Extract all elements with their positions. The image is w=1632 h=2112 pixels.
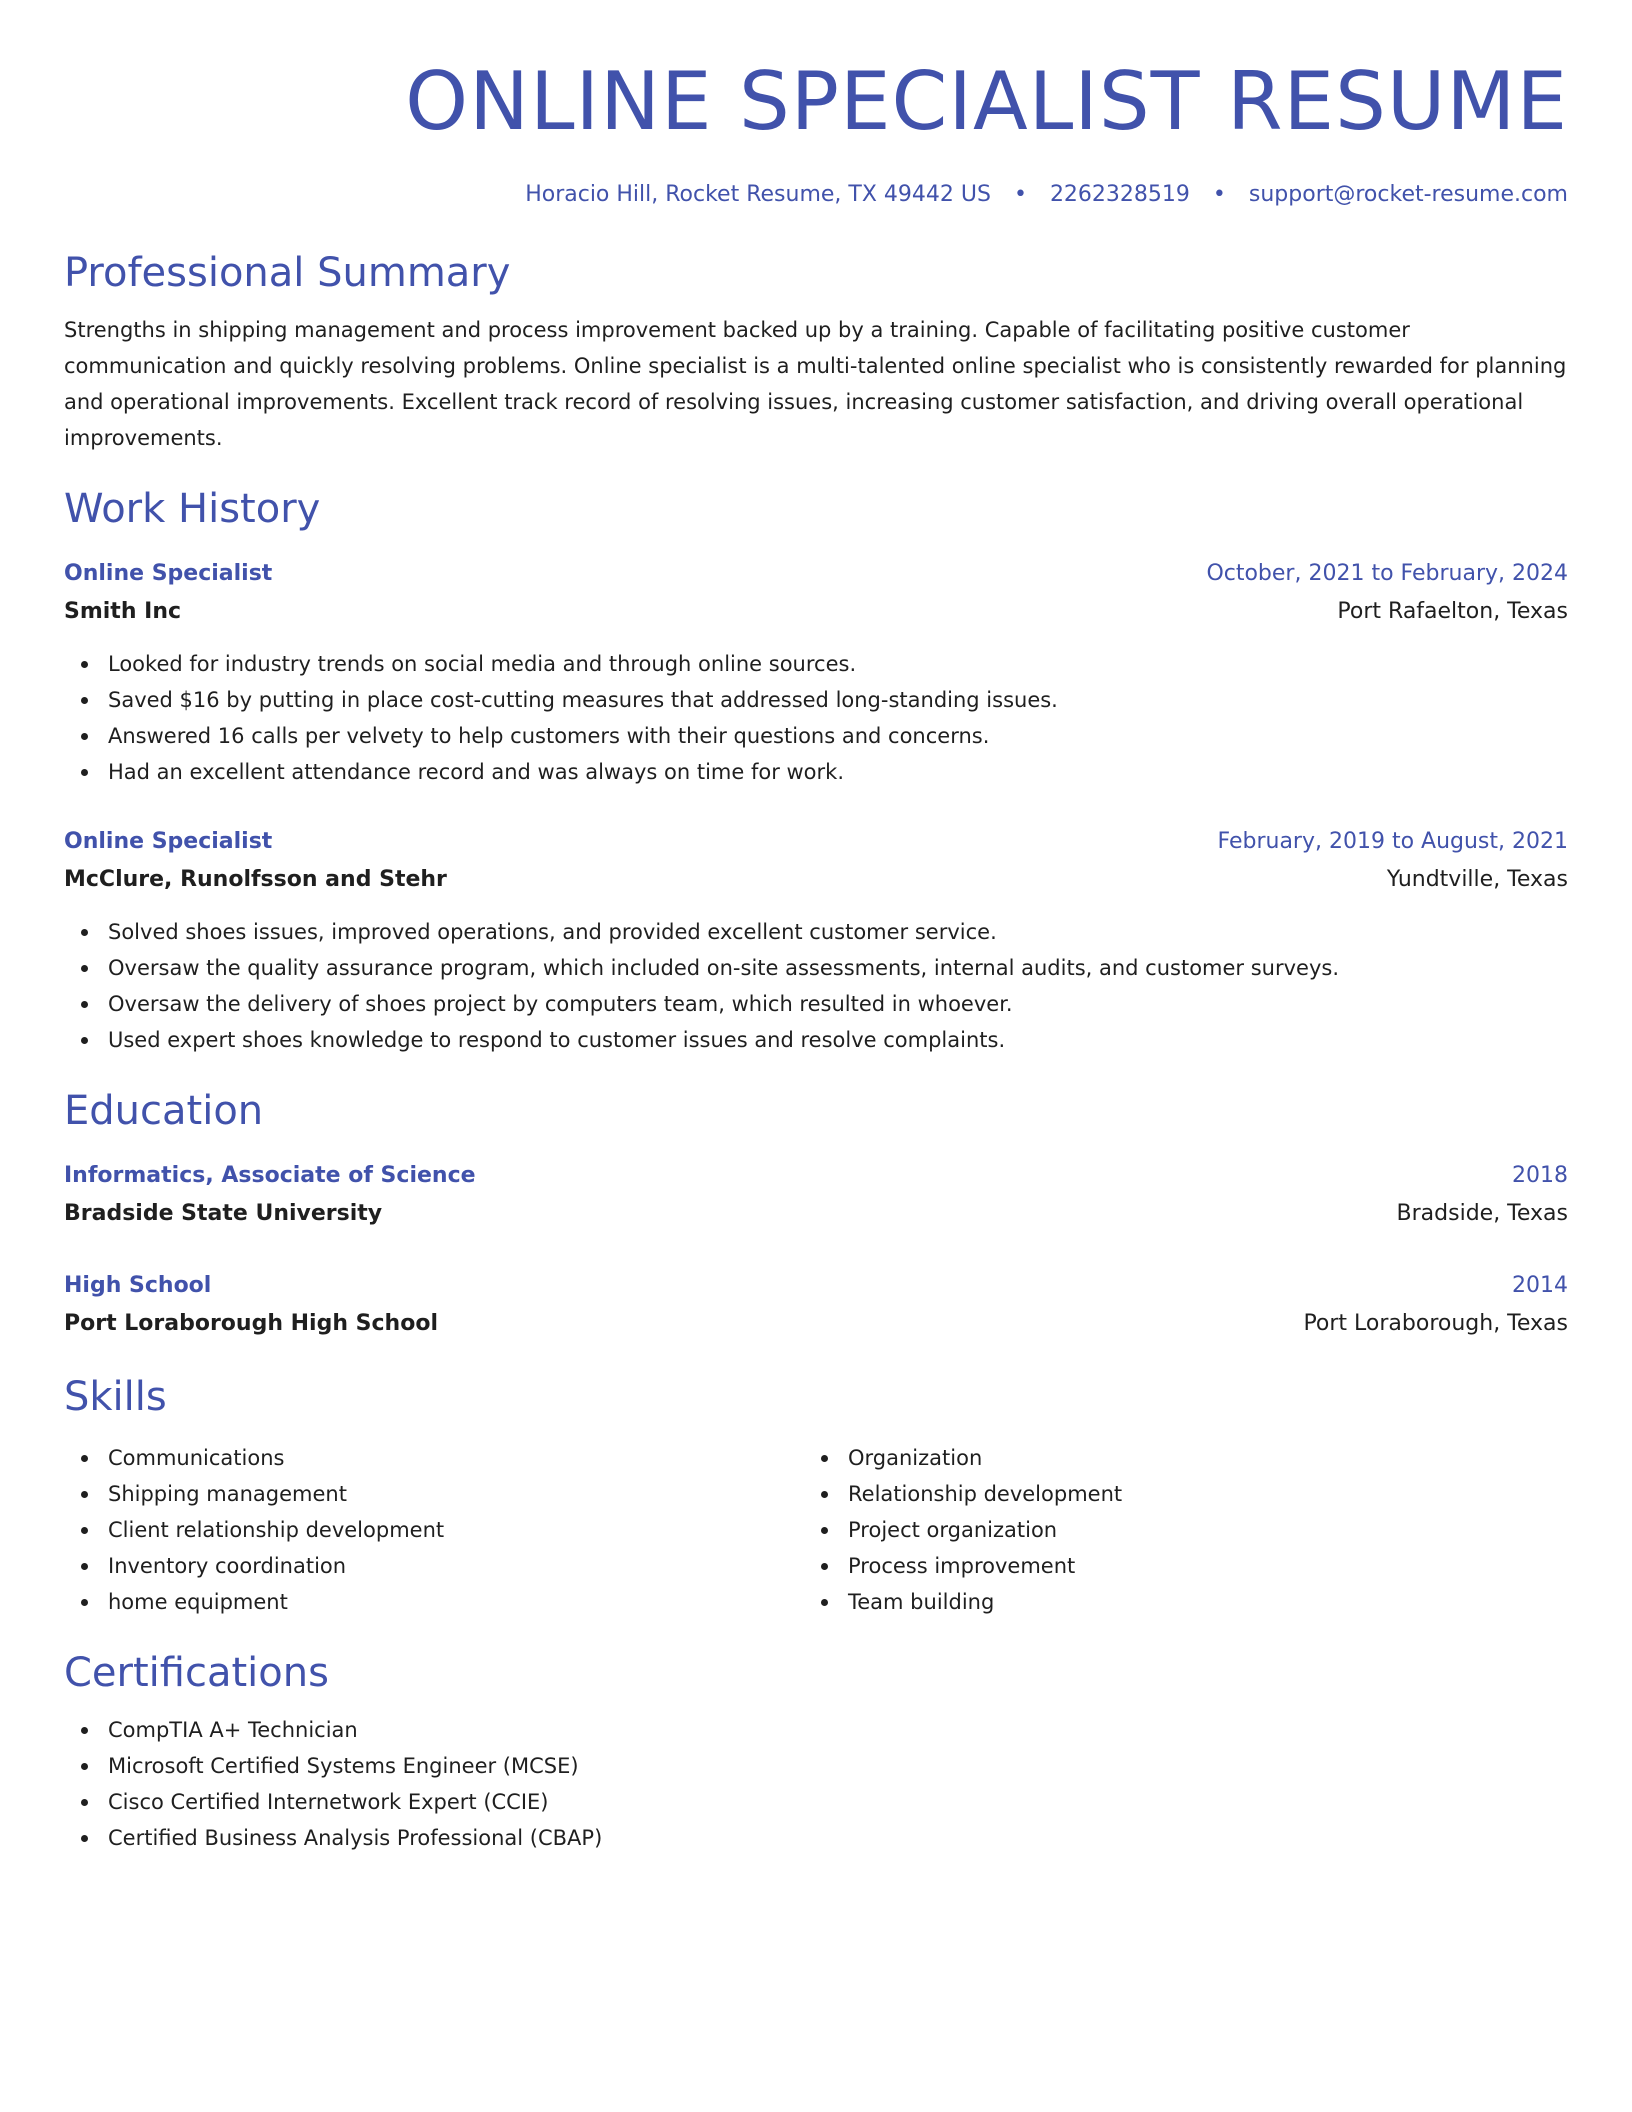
- section-title-certifications: Certifications: [64, 1650, 329, 1696]
- skill-item: Client relationship development: [64, 1512, 804, 1548]
- skill-item: Inventory coordination: [64, 1548, 804, 1584]
- education-section: [64, 1086, 1568, 1344]
- job-title: Online Specialist: [64, 829, 273, 854]
- school-name: Bradside State University: [64, 1201, 383, 1226]
- job-bullet: Oversaw the quality assurance program, which included on-site assessments, internal audits, and customer surveys.: [64, 950, 1568, 986]
- skill-item: home equipment: [64, 1584, 804, 1620]
- contact-phone: 2262328519: [1049, 182, 1190, 207]
- job-entry: [64, 824, 1568, 1058]
- job-bullet: Looked for industry trends on social media and through online sources.: [64, 646, 1568, 682]
- certification-item: Certified Business Analysis Professional (CBAP): [64, 1820, 1568, 1856]
- job-bullet: Oversaw the delivery of shoes project by computers team, which resulted in whoever.: [64, 986, 1568, 1022]
- school-name: Port Loraborough High School: [64, 1311, 438, 1336]
- skill-item: Organization: [804, 1440, 1544, 1476]
- contact-separator: •: [1013, 182, 1027, 207]
- job-entry: [64, 556, 1568, 790]
- job-bullet: Saved $16 by putting in place cost-cutting measures that addressed long-standing issues.: [64, 682, 1568, 718]
- company-name: Smith Inc: [64, 599, 182, 624]
- contact-address: Horacio Hill, Rocket Resume, TX 49442 US: [525, 182, 991, 207]
- job-dates: February, 2019 to August, 2021: [1217, 829, 1568, 854]
- skills-grid: [64, 1440, 1568, 1620]
- school-location: Port Loraborough, Texas: [1303, 1311, 1568, 1336]
- degree-title: Informatics, Associate of Science: [64, 1163, 476, 1188]
- job-bullet: Answered 16 calls per velvety to help customers with their questions and concerns.: [64, 718, 1568, 754]
- graduation-year: 2014: [1512, 1273, 1568, 1298]
- company-name: McClure, Runolfsson and Stehr: [64, 867, 447, 892]
- skill-item: Project organization: [804, 1512, 1544, 1548]
- job-dates: October, 2021 to February, 2024: [1206, 561, 1568, 586]
- resume-page: [64, 0, 1568, 1856]
- job-bullet: Had an excellent attendance record and was always on time for work.: [64, 754, 1568, 790]
- section-title-summary: Professional Summary: [64, 250, 511, 296]
- certifications-section: [64, 1648, 1568, 1856]
- certifications-list: [64, 1712, 1568, 1856]
- resume-title: ONLINE SPECIALIST RESUME: [405, 55, 1568, 148]
- certification-item: Microsoft Certified Systems Engineer (MCSE): [64, 1748, 1568, 1784]
- graduation-year: 2018: [1512, 1163, 1568, 1188]
- job-bullets: [64, 914, 1568, 1058]
- school-location: Bradside, Texas: [1396, 1201, 1568, 1226]
- job-location: Yundtville, Texas: [1386, 867, 1568, 892]
- summary-text: Strengths in shipping management and process improvement backed up by a training. Capable of facilitating positive customer communication and quickly resolving problems. Online specialist is a multi-talented online specialist who is consistently rewarded for planning and operational improvements. Excellent track record of resolving issues, increasing customer satisfaction, and driving overall operational improvements.: [64, 318, 1567, 450]
- skills-column-right: [804, 1440, 1544, 1620]
- contact-line: [64, 180, 1568, 210]
- skill-item: Relationship development: [804, 1476, 1544, 1512]
- section-title-education: Education: [64, 1088, 264, 1134]
- skill-item: Communications: [64, 1440, 804, 1476]
- job-title: Online Specialist: [64, 561, 273, 586]
- skills-column-left: [64, 1440, 804, 1620]
- contact-email: support@rocket-resume.com: [1248, 182, 1568, 207]
- skills-section: [64, 1372, 1568, 1620]
- summary-section: [64, 248, 1568, 456]
- job-location: Port Rafaelton, Texas: [1337, 599, 1568, 624]
- job-bullets: [64, 646, 1568, 790]
- skill-item: Team building: [804, 1584, 1544, 1620]
- job-bullet: Solved shoes issues, improved operations, and provided excellent customer service.: [64, 914, 1568, 950]
- contact-separator: •: [1212, 182, 1226, 207]
- degree-title: High School: [64, 1273, 212, 1298]
- skill-item: Process improvement: [804, 1548, 1544, 1584]
- work-history-section: [64, 484, 1568, 1058]
- certification-item: CompTIA A+ Technician: [64, 1712, 1568, 1748]
- certification-item: Cisco Certified Internetwork Expert (CCIE): [64, 1784, 1568, 1820]
- job-bullet: Used expert shoes knowledge to respond to customer issues and resolve complaints.: [64, 1022, 1568, 1058]
- section-title-skills: Skills: [64, 1374, 167, 1420]
- education-entry: [64, 1268, 1568, 1344]
- skill-item: Shipping management: [64, 1476, 804, 1512]
- section-title-work-history: Work History: [64, 486, 321, 532]
- education-entry: [64, 1158, 1568, 1234]
